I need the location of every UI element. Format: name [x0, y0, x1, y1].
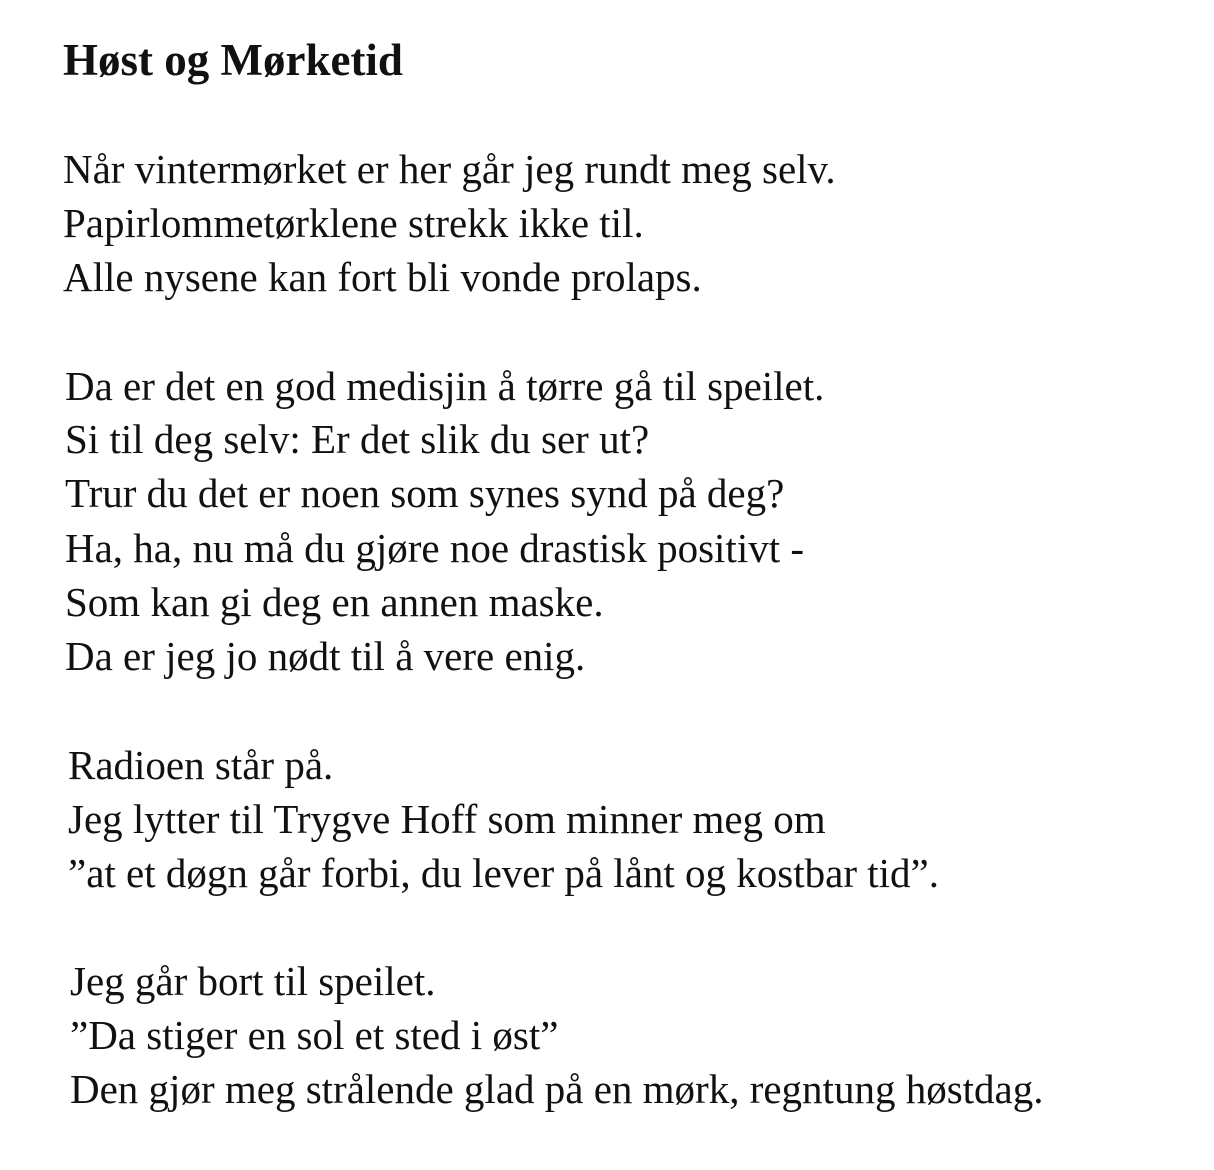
poem-line: Si til deg selv: Er det slik du ser ut?	[65, 416, 650, 462]
poem-line: Trur du det er noen som synes synd på deg?	[65, 470, 785, 516]
poem-line: Ha, ha, nu må du gjøre noe drastisk positivt -	[65, 525, 805, 571]
poem-line: Som kan gi deg en annen maske.	[65, 579, 604, 625]
poem-title: Høst og Mørketid	[63, 35, 403, 85]
poem-line: Radioen står på.	[68, 742, 334, 788]
poem-line: ”at et døgn går forbi, du lever på lånt og kostbar tid”.	[68, 850, 939, 896]
poem-line: Alle nysene kan fort bli vonde prolaps.	[63, 254, 702, 300]
poem-line: Da er det en god medisjin å tørre gå til speilet.	[65, 363, 825, 409]
poem-line: ”Da stiger en sol et sted i øst”	[70, 1012, 559, 1058]
poem-line: Når vintermørket er her går jeg rundt meg selv.	[63, 146, 836, 192]
poem-line: Papirlommetørklene strekk ikke til.	[63, 200, 644, 246]
poem-line: Da er jeg jo nødt til å vere enig.	[65, 633, 586, 679]
poem-line: Jeg går bort til speilet.	[70, 958, 436, 1004]
poem-line: Den gjør meg strålende glad på en mørk, regntung høstdag.	[70, 1066, 1044, 1112]
poem-line: Jeg lytter til Trygve Hoff som minner meg om	[68, 796, 826, 842]
